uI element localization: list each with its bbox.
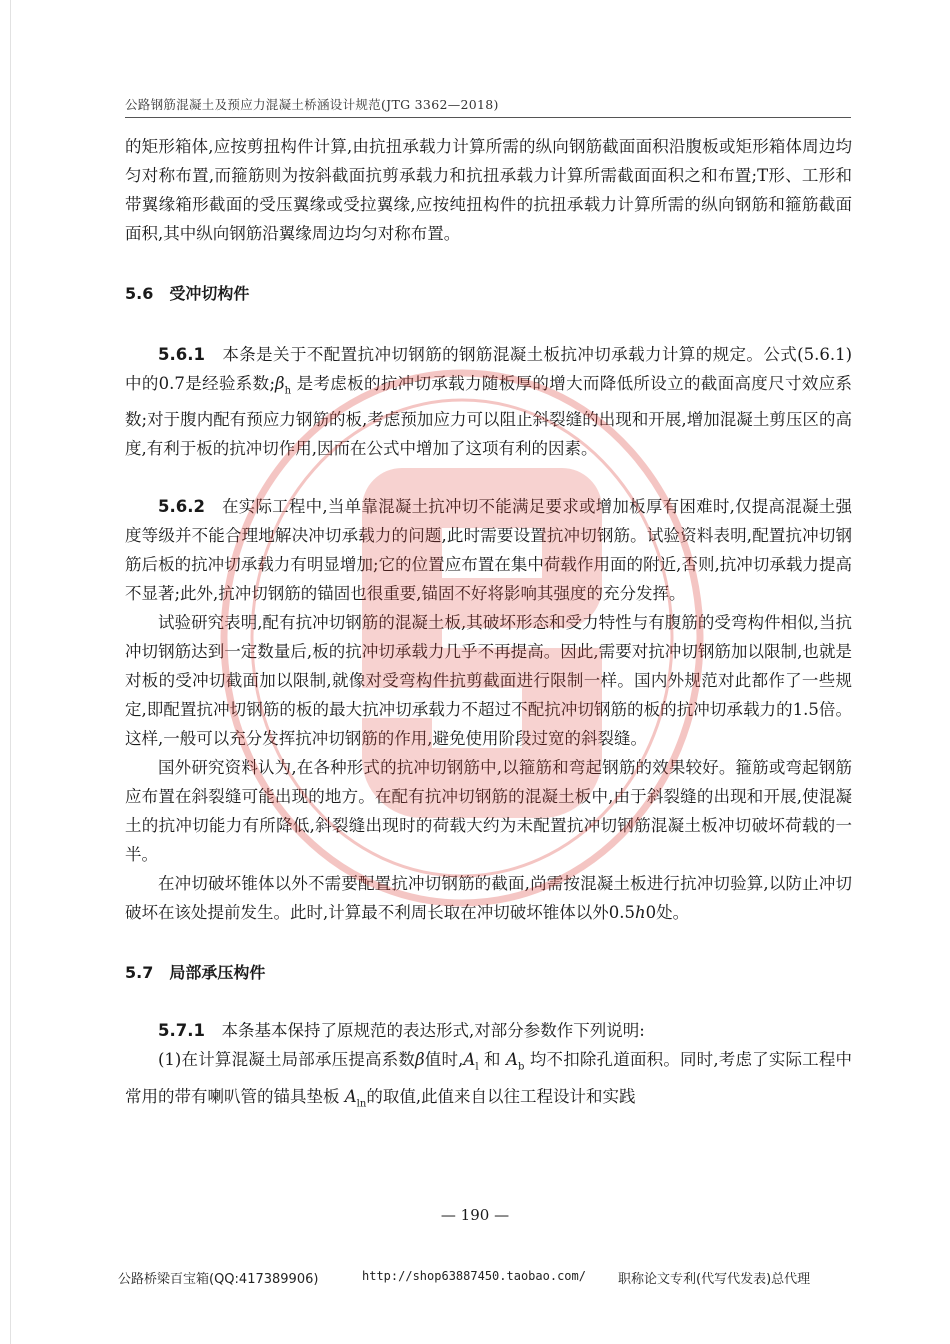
footer-left: 公路桥梁百宝箱(QQ:417389906) xyxy=(118,1272,319,1287)
clause-5-6-1-text-a: 本条是关于不配置抗冲切钢筋的钢筋混凝土板抗冲切承载力计算的规定。公式(5.6.1)中的0.7是经验系数; xyxy=(125,345,853,393)
beta-symbol-item: β xyxy=(415,1050,425,1070)
item-1-text-a: (1)在计算混凝土局部承压提高系数 xyxy=(158,1050,416,1070)
h-symbol: h xyxy=(635,903,646,923)
a-l-symbol: A xyxy=(463,1050,476,1070)
clause-5-6-1 xyxy=(125,340,852,463)
heading-5-7: 5.7 局部承压构件 xyxy=(125,963,266,983)
a-b-symbol: A xyxy=(506,1050,519,1070)
body-content xyxy=(125,132,852,1118)
clause-5-6-2-text: 在实际工程中,当单靠混凝土抗冲切不能满足要求或增加板厚有困难时,仅提高混凝土强度等级并不能合理地解决冲切承载力的问题,此时需要设置抗冲切钢筋。试验资料表明,配置抗冲切钢筋后板的抗冲切承载力有明显增加;它的位置应布置在集中荷载作用面的附近,否则,抗冲切承载力提高不显著;此外,抗冲切钢筋的锚固也很重要,锚固不好将影响其强度的充分发挥。 xyxy=(125,497,852,604)
item-1-text-e: 的取值,此值来自以往工程设计和实践 xyxy=(366,1086,636,1106)
footer-right: 职称论文专利(代写代发表)总代理 xyxy=(618,1272,811,1287)
clause-5-6-2 xyxy=(125,492,852,608)
clause-number-5-7-1: 5.7.1 xyxy=(158,1021,205,1041)
page-number: — 190 — xyxy=(440,1206,510,1224)
page-edge-line xyxy=(10,0,11,1344)
header-rule xyxy=(125,117,851,118)
item-1-text-b: 值时, xyxy=(424,1050,464,1070)
a-b-subscript: b xyxy=(518,1061,525,1073)
a-ln-symbol: A xyxy=(344,1086,357,1106)
paragraph-intro: 的矩形箱体,应按剪扭构件计算,由抗扭承载力计算所需的纵向钢筋截面面积沿腹板或矩形箱体周边均匀对称布置,而箍筋则为按斜截面抗剪承载力和抗扭承载力计算所需截面面积之和布置;T形、工形和带翼缘箱形截面的受压翼缘或受拉翼缘,应按纯扭构件的抗扭承载力计算所需的纵向钢筋和箍筋截面面积,其中纵向钢筋沿翼缘周边均匀对称布置。 xyxy=(125,137,852,243)
a-l-subscript: l xyxy=(475,1061,479,1073)
clause-5-7-1 xyxy=(125,1016,852,1045)
beta-symbol: β xyxy=(275,374,285,393)
a-ln-subscript: ln xyxy=(356,1097,367,1109)
paragraph-cone-text-a: 在冲切破坏锥体以外不需要配置抗冲切钢筋的截面,尚需按混凝土板进行抗冲切验算,以防止冲切破坏在该处提前发生。此时,计算最不利周长取在冲切破坏锥体以外0.5 xyxy=(125,874,852,923)
heading-5-6: 5.6 受冲切构件 xyxy=(125,284,250,303)
item-1-text-d: 均不扣除孔道面积。同时,考虑了实际工程中常用的带有喇叭管的锚具垫板 xyxy=(125,1050,853,1106)
paragraph-foreign-research: 国外研究资料认为,在各种形式的抗冲切钢筋中,以箍筋和弯起钢筋的效果较好。箍筋或弯起钢筋应布置在斜裂缝可能出现的地方。在配有抗冲切钢筋的混凝土板中,由于斜裂缝的出现和开展,使混凝土的抗冲切能力有所降低,斜裂缝出现时的荷载大约为未配置抗冲切钢筋混凝土板冲切破坏荷载的一半。 xyxy=(125,758,852,865)
clause-number-5-6-1: 5.6.1 xyxy=(158,345,205,364)
item-1 xyxy=(125,1045,852,1118)
clause-5-7-1-text: 本条基本保持了原规范的表达形式,对部分参数作下列说明: xyxy=(221,1021,645,1041)
paragraph-cone-text-b: 0处。 xyxy=(645,903,690,923)
clause-5-6-1-text-b: 是考虑板的抗冲切承载力随板厚的增大而降低所设立的截面高度尺寸效应系数;对于腹内配有预应力钢筋的板,考虑预加应力可以阻止斜裂缝的出现和开展,增加混凝土剪压区的高度,有利于板的抗冲切作用,因而在公式中增加了这项有利的因素。 xyxy=(125,374,853,459)
beta-subscript: h xyxy=(284,385,292,397)
running-header: 公路钢筋混凝土及预应力混凝土桥涵设计规范(JTG 3362—2018) xyxy=(125,97,499,112)
footer-center-url: http://shop63887450.taobao.com/ xyxy=(362,1269,586,1283)
clause-number-5-6-2: 5.6.2 xyxy=(158,497,205,517)
paragraph-test-research: 试验研究表明,配有抗冲切钢筋的混凝土板,其破坏形态和受力特性与有腹筋的受弯构件相似,当抗冲切钢筋达到一定数量后,板的抗冲切承载力几乎不再提高。因此,需要对抗冲切钢筋加以限制,也就是对板的受冲切截面加以限制,就像对受弯构件抗剪截面进行限制一样。国内外规范对此都作了一些规定,即配置抗冲切钢筋的板的最大抗冲切承载力不超过不配抗冲切钢筋的板的抗冲切承载力的1.5倍。这样,一般可以充分发挥抗冲切钢筋的作用,避免使用阶段过宽的斜裂缝。 xyxy=(125,613,852,749)
paragraph-cone xyxy=(125,869,852,927)
item-1-text-c: 和 xyxy=(483,1050,501,1070)
